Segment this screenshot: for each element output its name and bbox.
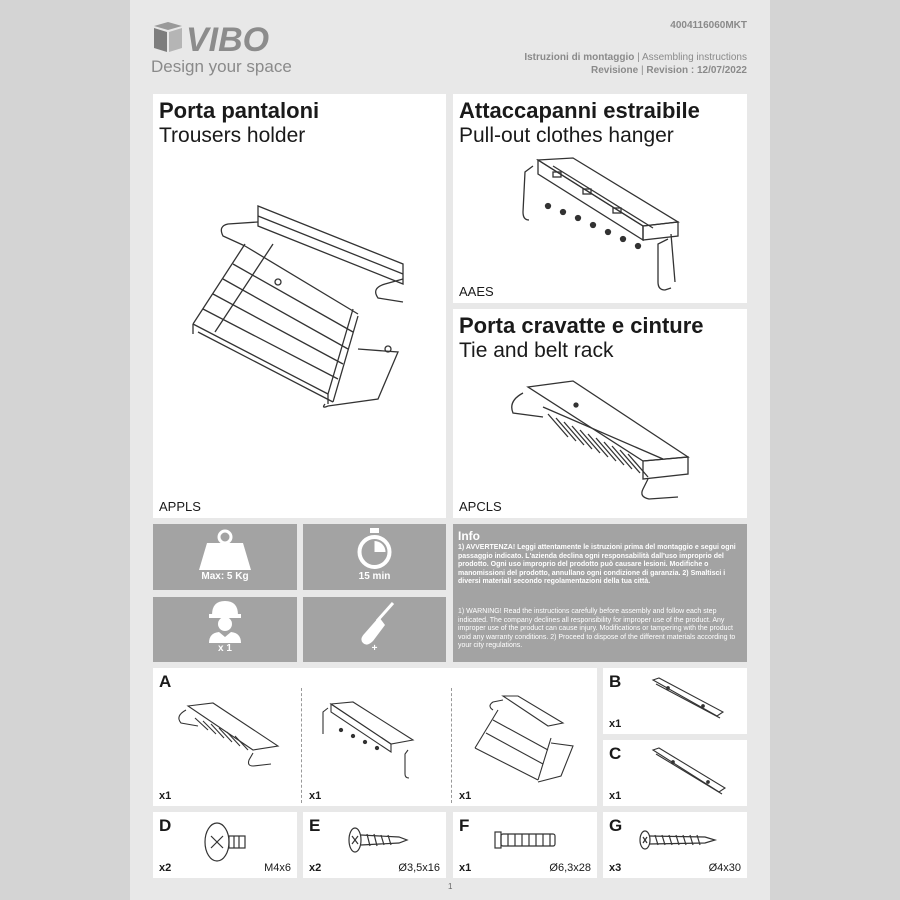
max-load-label: Max: 5 Kg: [201, 571, 249, 582]
part-b-qty: x1: [609, 718, 622, 730]
document-code: 4004116060MKT: [670, 20, 747, 31]
tie-belt-rack-panel: [453, 309, 747, 518]
part-b-letter: B: [609, 672, 622, 691]
info-box: [453, 524, 747, 662]
trousers-title-it: Porta pantaloni: [159, 98, 320, 123]
part-a-qty-2: x1: [309, 790, 322, 802]
tie-code: APCLS: [459, 499, 502, 514]
tie-title-it: Porta cravatte e cinture: [459, 313, 704, 338]
max-load-box: [153, 524, 297, 590]
part-c-qty: x1: [609, 790, 622, 802]
part-a-drawings: [153, 668, 597, 806]
part-d-qty: x2: [159, 862, 172, 874]
part-g-size: Ø4x30: [708, 862, 741, 874]
part-e-letter: E: [309, 816, 321, 835]
assembly-time-label: 15 min: [358, 571, 391, 582]
tie-rack-drawing: [453, 309, 747, 518]
part-a-panel: [153, 668, 597, 806]
part-g-letter: G: [609, 816, 623, 835]
hanger-title-it: Attaccapanni estraibile: [459, 98, 700, 123]
trousers-title-en: Trousers holder: [159, 124, 306, 147]
info-text-it: 1) AVVERTENZA! Leggi attentamente le istruzioni prima del montaggio e segui ogni passaggio indicato. L'azienda declina ogni responsabilità dall'uso improprio del prodotto. Ogni uso improprio del prodotto può causare lesioni. Modifiche o manomissioni del prodotto, annullano ogni condizione di garanzia. 2) Smaltisci i diversi materiali secondo regolamentazioni della tua città.: [458, 544, 736, 586]
instructions-label: Istruzioni di montaggio | Assembling instructions: [524, 52, 747, 63]
info-title: Info: [458, 529, 480, 543]
trousers-holder-drawing: [153, 94, 446, 518]
part-g-panel: [603, 812, 747, 878]
part-e-size: Ø3,5x16: [398, 862, 440, 874]
page-number: 1: [448, 882, 453, 891]
part-f-size: Ø6,3x28: [549, 862, 591, 874]
rail-b-drawing: [603, 668, 747, 734]
trousers-code: APPLS: [159, 499, 201, 514]
assembly-time-box: [303, 524, 446, 590]
workers-label: x 1: [218, 643, 232, 654]
tools-label: +: [371, 643, 378, 654]
part-d-letter: D: [159, 816, 172, 835]
part-c-letter: C: [609, 744, 622, 763]
part-b-panel: [603, 668, 747, 734]
clothes-hanger-drawing: [453, 94, 747, 303]
part-g-qty: x3: [609, 862, 622, 874]
clothes-hanger-panel: [453, 94, 747, 303]
hanger-code: AAES: [459, 284, 494, 299]
part-a-qty-1: x1: [159, 790, 172, 802]
tie-title-en: Tie and belt rack: [459, 339, 614, 362]
part-e-qty: x2: [309, 862, 322, 874]
part-a-qty-3: x1: [459, 790, 472, 802]
vibo-logo: [152, 20, 302, 61]
part-d-panel: [153, 812, 297, 878]
logo-cube-icon: [152, 20, 302, 56]
tagline: Design your space: [151, 57, 292, 76]
info-text-en: 1) WARNING! Read the instructions carefully before assembly and follow each step indicated. The company declines all responsibility for improper use of the product. Any improper use of the product can cause injury. Modifications or tampering with the product void any warranty conditions. 2) Proceed to dispose of the different materials according to your city regulations.: [458, 608, 736, 650]
revision-label: Revisione | Revision : 12/07/2022: [590, 65, 747, 76]
workers-box: [153, 597, 297, 662]
part-c-panel: [603, 740, 747, 806]
part-f-letter: F: [459, 816, 470, 835]
rail-c-drawing: [603, 740, 747, 806]
part-f-qty: x1: [459, 862, 472, 874]
brand-name: VIBO: [186, 21, 270, 56]
part-e-panel: [303, 812, 446, 878]
part-d-size: M4x6: [264, 862, 291, 874]
part-a-letter: A: [159, 672, 172, 691]
part-f-panel: [453, 812, 597, 878]
trousers-holder-panel: [153, 94, 446, 518]
tools-box: [303, 597, 446, 662]
hanger-title-en: Pull-out clothes hanger: [459, 124, 674, 147]
